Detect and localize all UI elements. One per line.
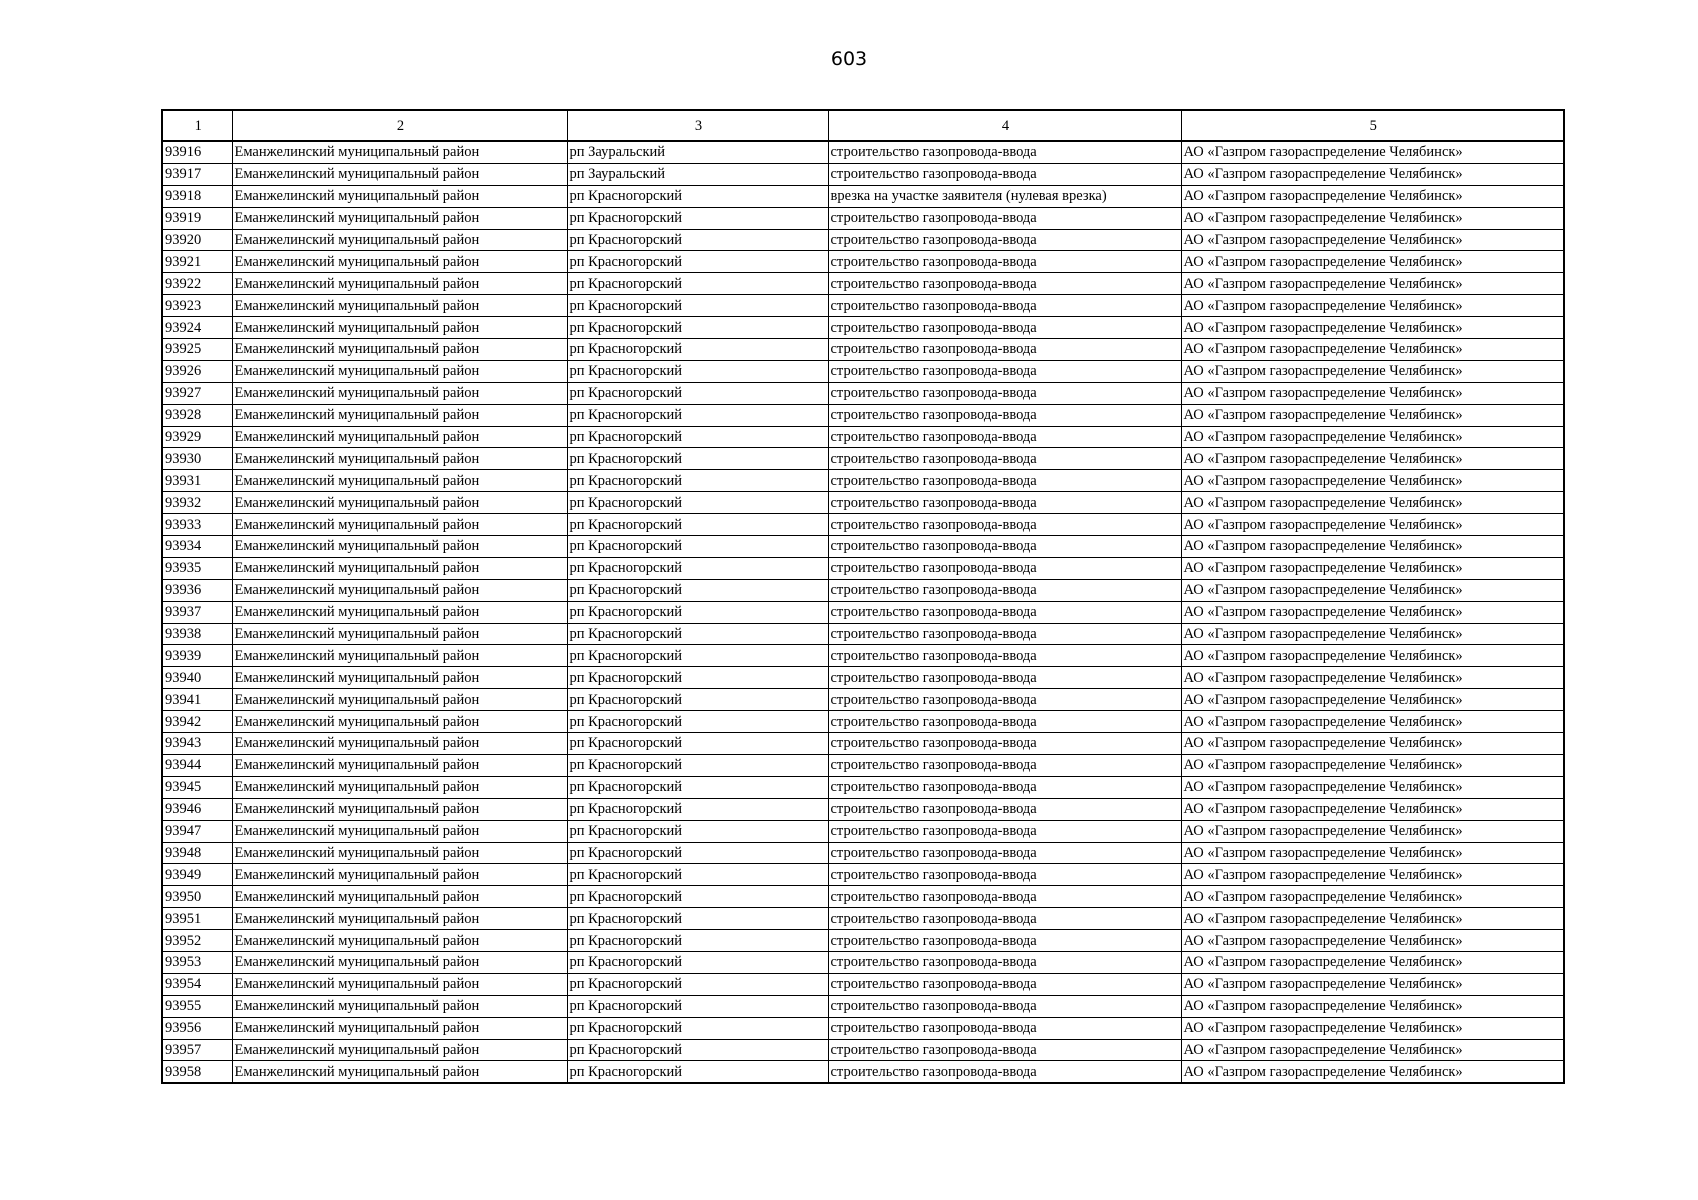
cell-work-type: строительство газопровода-ввода	[828, 1017, 1181, 1039]
cell-organization: АО «Газпром газораспределение Челябинск»	[1181, 579, 1564, 601]
cell-organization: АО «Газпром газораспределение Челябинск»	[1181, 295, 1564, 317]
cell-settlement: рп Красногорский	[567, 557, 828, 579]
cell-municipality: Еманжелинский муниципальный район	[232, 382, 567, 404]
cell-number: 93944	[162, 754, 232, 776]
cell-municipality: Еманжелинский муниципальный район	[232, 973, 567, 995]
cell-settlement: рп Красногорский	[567, 470, 828, 492]
cell-settlement: рп Красногорский	[567, 864, 828, 886]
cell-municipality: Еманжелинский муниципальный район	[232, 141, 567, 163]
cell-organization: АО «Газпром газораспределение Челябинск»	[1181, 360, 1564, 382]
cell-work-type: строительство газопровода-ввода	[828, 360, 1181, 382]
cell-municipality: Еманжелинский муниципальный район	[232, 404, 567, 426]
cell-settlement: рп Красногорский	[567, 886, 828, 908]
cell-organization: АО «Газпром газораспределение Челябинск»	[1181, 951, 1564, 973]
cell-number: 93937	[162, 601, 232, 623]
cell-organization: АО «Газпром газораспределение Челябинск»	[1181, 339, 1564, 361]
cell-organization: АО «Газпром газораспределение Челябинск»	[1181, 776, 1564, 798]
header-cell-number: 1	[162, 110, 232, 141]
table-row	[162, 908, 1564, 930]
cell-organization: АО «Газпром газораспределение Челябинск»	[1181, 798, 1564, 820]
cell-work-type: строительство газопровода-ввода	[828, 339, 1181, 361]
cell-municipality: Еманжелинский муниципальный район	[232, 995, 567, 1017]
cell-municipality: Еманжелинский муниципальный район	[232, 908, 567, 930]
cell-number: 93940	[162, 667, 232, 689]
cell-settlement: рп Красногорский	[567, 754, 828, 776]
table-row	[162, 382, 1564, 404]
cell-settlement: рп Красногорский	[567, 1061, 828, 1083]
cell-work-type: строительство газопровода-ввода	[828, 426, 1181, 448]
cell-settlement: рп Красногорский	[567, 623, 828, 645]
cell-work-type: строительство газопровода-ввода	[828, 514, 1181, 536]
registry-table	[161, 109, 1565, 1084]
cell-number: 93923	[162, 295, 232, 317]
cell-number: 93951	[162, 908, 232, 930]
table-row	[162, 207, 1564, 229]
cell-settlement: рп Красногорский	[567, 842, 828, 864]
cell-number: 93926	[162, 360, 232, 382]
cell-work-type: строительство газопровода-ввода	[828, 711, 1181, 733]
cell-settlement: рп Красногорский	[567, 448, 828, 470]
header-cell-municipality: 2	[232, 110, 567, 141]
cell-work-type: строительство газопровода-ввода	[828, 470, 1181, 492]
cell-municipality: Еманжелинский муниципальный район	[232, 776, 567, 798]
header-row	[162, 110, 1564, 141]
cell-municipality: Еманжелинский муниципальный район	[232, 251, 567, 273]
cell-work-type: строительство газопровода-ввода	[828, 973, 1181, 995]
cell-settlement: рп Красногорский	[567, 317, 828, 339]
cell-work-type: строительство газопровода-ввода	[828, 317, 1181, 339]
cell-organization: АО «Газпром газораспределение Челябинск»	[1181, 448, 1564, 470]
cell-settlement: рп Красногорский	[567, 995, 828, 1017]
cell-number: 93950	[162, 886, 232, 908]
cell-settlement: рп Красногорский	[567, 514, 828, 536]
cell-municipality: Еманжелинский муниципальный район	[232, 317, 567, 339]
header-cell-work-type: 4	[828, 110, 1181, 141]
cell-number: 93954	[162, 973, 232, 995]
table-row	[162, 842, 1564, 864]
cell-settlement: рп Зауральский	[567, 141, 828, 163]
table-row	[162, 360, 1564, 382]
cell-settlement: рп Красногорский	[567, 404, 828, 426]
cell-number: 93922	[162, 273, 232, 295]
cell-municipality: Еманжелинский муниципальный район	[232, 733, 567, 755]
cell-work-type: строительство газопровода-ввода	[828, 295, 1181, 317]
cell-organization: АО «Газпром газораспределение Челябинск»	[1181, 1039, 1564, 1061]
cell-number: 93956	[162, 1017, 232, 1039]
cell-settlement: рп Красногорский	[567, 579, 828, 601]
cell-municipality: Еманжелинский муниципальный район	[232, 339, 567, 361]
table-row	[162, 536, 1564, 558]
table-row	[162, 623, 1564, 645]
cell-work-type: строительство газопровода-ввода	[828, 689, 1181, 711]
cell-municipality: Еманжелинский муниципальный район	[232, 689, 567, 711]
cell-organization: АО «Газпром газораспределение Челябинск»	[1181, 908, 1564, 930]
cell-organization: АО «Газпром газораспределение Челябинск»	[1181, 536, 1564, 558]
cell-organization: АО «Газпром газораспределение Челябинск»	[1181, 229, 1564, 251]
cell-settlement: рп Красногорский	[567, 951, 828, 973]
cell-settlement: рп Красногорский	[567, 930, 828, 952]
cell-work-type: строительство газопровода-ввода	[828, 864, 1181, 886]
table-row	[162, 667, 1564, 689]
table-row	[162, 689, 1564, 711]
cell-organization: АО «Газпром газораспределение Челябинск»	[1181, 711, 1564, 733]
table-row	[162, 995, 1564, 1017]
cell-municipality: Еманжелинский муниципальный район	[232, 951, 567, 973]
cell-organization: АО «Газпром газораспределение Челябинск»	[1181, 404, 1564, 426]
cell-organization: АО «Газпром газораспределение Челябинск»	[1181, 995, 1564, 1017]
table-row	[162, 886, 1564, 908]
table-row	[162, 798, 1564, 820]
cell-organization: АО «Газпром газораспределение Челябинск»	[1181, 930, 1564, 952]
table-row	[162, 229, 1564, 251]
cell-settlement: рп Красногорский	[567, 1017, 828, 1039]
cell-number: 93916	[162, 141, 232, 163]
cell-work-type: строительство газопровода-ввода	[828, 995, 1181, 1017]
cell-municipality: Еманжелинский муниципальный район	[232, 930, 567, 952]
cell-organization: АО «Газпром газораспределение Челябинск»	[1181, 273, 1564, 295]
cell-number: 93942	[162, 711, 232, 733]
cell-work-type: строительство газопровода-ввода	[828, 448, 1181, 470]
cell-municipality: Еманжелинский муниципальный район	[232, 207, 567, 229]
cell-organization: АО «Газпром газораспределение Челябинск»	[1181, 382, 1564, 404]
table-row	[162, 776, 1564, 798]
table-row	[162, 973, 1564, 995]
cell-settlement: рп Красногорский	[567, 360, 828, 382]
cell-work-type: строительство газопровода-ввода	[828, 557, 1181, 579]
cell-number: 93947	[162, 820, 232, 842]
cell-settlement: рп Красногорский	[567, 667, 828, 689]
cell-municipality: Еманжелинский муниципальный район	[232, 820, 567, 842]
cell-number: 93953	[162, 951, 232, 973]
table-row	[162, 601, 1564, 623]
cell-organization: АО «Газпром газораспределение Челябинск»	[1181, 601, 1564, 623]
cell-number: 93929	[162, 426, 232, 448]
cell-municipality: Еманжелинский муниципальный район	[232, 754, 567, 776]
cell-municipality: Еманжелинский муниципальный район	[232, 886, 567, 908]
cell-municipality: Еманжелинский муниципальный район	[232, 163, 567, 185]
cell-municipality: Еманжелинский муниципальный район	[232, 1039, 567, 1061]
cell-municipality: Еманжелинский муниципальный район	[232, 623, 567, 645]
cell-work-type: строительство газопровода-ввода	[828, 754, 1181, 776]
cell-number: 93958	[162, 1061, 232, 1083]
cell-settlement: рп Красногорский	[567, 1039, 828, 1061]
cell-number: 93931	[162, 470, 232, 492]
cell-number: 93952	[162, 930, 232, 952]
table-body	[162, 141, 1564, 1083]
cell-settlement: рп Зауральский	[567, 163, 828, 185]
cell-work-type: строительство газопровода-ввода	[828, 930, 1181, 952]
table-row	[162, 930, 1564, 952]
cell-work-type: строительство газопровода-ввода	[828, 908, 1181, 930]
cell-number: 93941	[162, 689, 232, 711]
cell-municipality: Еманжелинский муниципальный район	[232, 426, 567, 448]
cell-number: 93930	[162, 448, 232, 470]
cell-municipality: Еманжелинский муниципальный район	[232, 295, 567, 317]
cell-settlement: рп Красногорский	[567, 733, 828, 755]
cell-settlement: рп Красногорский	[567, 229, 828, 251]
cell-organization: АО «Газпром газораспределение Челябинск»	[1181, 842, 1564, 864]
table-row	[162, 295, 1564, 317]
cell-municipality: Еманжелинский муниципальный район	[232, 667, 567, 689]
table-row	[162, 317, 1564, 339]
cell-organization: АО «Газпром газораспределение Челябинск»	[1181, 973, 1564, 995]
cell-organization: АО «Газпром газораспределение Челябинск»	[1181, 886, 1564, 908]
table-row	[162, 141, 1564, 163]
table-row	[162, 426, 1564, 448]
cell-settlement: рп Красногорский	[567, 536, 828, 558]
cell-settlement: рп Красногорский	[567, 207, 828, 229]
cell-number: 93938	[162, 623, 232, 645]
cell-municipality: Еманжелинский муниципальный район	[232, 579, 567, 601]
cell-work-type: строительство газопровода-ввода	[828, 382, 1181, 404]
cell-settlement: рп Красногорский	[567, 426, 828, 448]
cell-municipality: Еманжелинский муниципальный район	[232, 514, 567, 536]
cell-organization: АО «Газпром газораспределение Челябинск»	[1181, 514, 1564, 536]
cell-work-type: строительство газопровода-ввода	[828, 733, 1181, 755]
cell-work-type: строительство газопровода-ввода	[828, 229, 1181, 251]
cell-number: 93945	[162, 776, 232, 798]
cell-organization: АО «Газпром газораспределение Челябинск»	[1181, 733, 1564, 755]
cell-municipality: Еманжелинский муниципальный район	[232, 536, 567, 558]
cell-municipality: Еманжелинский муниципальный район	[232, 1017, 567, 1039]
cell-settlement: рп Красногорский	[567, 973, 828, 995]
cell-municipality: Еманжелинский муниципальный район	[232, 470, 567, 492]
cell-number: 93917	[162, 163, 232, 185]
cell-number: 93939	[162, 645, 232, 667]
cell-number: 93933	[162, 514, 232, 536]
cell-work-type: строительство газопровода-ввода	[828, 645, 1181, 667]
cell-work-type: строительство газопровода-ввода	[828, 623, 1181, 645]
cell-number: 93934	[162, 536, 232, 558]
cell-work-type: строительство газопровода-ввода	[828, 404, 1181, 426]
table-row	[162, 864, 1564, 886]
cell-work-type: строительство газопровода-ввода	[828, 842, 1181, 864]
cell-settlement: рп Красногорский	[567, 251, 828, 273]
cell-work-type: строительство газопровода-ввода	[828, 820, 1181, 842]
cell-municipality: Еманжелинский муниципальный район	[232, 185, 567, 207]
cell-organization: АО «Газпром газораспределение Челябинск»	[1181, 623, 1564, 645]
cell-municipality: Еманжелинский муниципальный район	[232, 273, 567, 295]
cell-organization: АО «Газпром газораспределение Челябинск»	[1181, 864, 1564, 886]
cell-settlement: рп Красногорский	[567, 295, 828, 317]
cell-organization: АО «Газпром газораспределение Челябинск»	[1181, 667, 1564, 689]
cell-municipality: Еманжелинский муниципальный район	[232, 1061, 567, 1083]
table-row	[162, 557, 1564, 579]
table-row	[162, 1017, 1564, 1039]
cell-work-type: строительство газопровода-ввода	[828, 601, 1181, 623]
cell-organization: АО «Газпром газораспределение Челябинск»	[1181, 645, 1564, 667]
table-row	[162, 514, 1564, 536]
cell-organization: АО «Газпром газораспределение Челябинск»	[1181, 820, 1564, 842]
cell-municipality: Еманжелинский муниципальный район	[232, 360, 567, 382]
cell-number: 93946	[162, 798, 232, 820]
cell-organization: АО «Газпром газораспределение Челябинск»	[1181, 492, 1564, 514]
cell-municipality: Еманжелинский муниципальный район	[232, 492, 567, 514]
cell-organization: АО «Газпром газораспределение Челябинск»	[1181, 689, 1564, 711]
cell-number: 93920	[162, 229, 232, 251]
cell-settlement: рп Красногорский	[567, 339, 828, 361]
cell-municipality: Еманжелинский муниципальный район	[232, 864, 567, 886]
cell-number: 93936	[162, 579, 232, 601]
table-row	[162, 185, 1564, 207]
cell-organization: АО «Газпром газораспределение Челябинск»	[1181, 1061, 1564, 1083]
cell-organization: АО «Газпром газораспределение Челябинск»	[1181, 426, 1564, 448]
cell-number: 93943	[162, 733, 232, 755]
table-row	[162, 579, 1564, 601]
cell-settlement: рп Красногорский	[567, 776, 828, 798]
cell-organization: АО «Газпром газораспределение Челябинск»	[1181, 317, 1564, 339]
cell-work-type: строительство газопровода-ввода	[828, 251, 1181, 273]
table-row	[162, 448, 1564, 470]
cell-organization: АО «Газпром газораспределение Челябинск»	[1181, 557, 1564, 579]
cell-work-type: строительство газопровода-ввода	[828, 579, 1181, 601]
cell-number: 93948	[162, 842, 232, 864]
cell-settlement: рп Красногорский	[567, 492, 828, 514]
cell-work-type: строительство газопровода-ввода	[828, 141, 1181, 163]
cell-work-type: строительство газопровода-ввода	[828, 1039, 1181, 1061]
cell-settlement: рп Красногорский	[567, 601, 828, 623]
table-row	[162, 711, 1564, 733]
cell-work-type: строительство газопровода-ввода	[828, 273, 1181, 295]
cell-settlement: рп Красногорский	[567, 711, 828, 733]
table-row	[162, 820, 1564, 842]
cell-work-type: строительство газопровода-ввода	[828, 1061, 1181, 1083]
table-row	[162, 1039, 1564, 1061]
table-row	[162, 163, 1564, 185]
cell-number: 93928	[162, 404, 232, 426]
cell-number: 93924	[162, 317, 232, 339]
cell-number: 93932	[162, 492, 232, 514]
cell-municipality: Еманжелинский муниципальный район	[232, 601, 567, 623]
page-number: 603	[830, 48, 868, 70]
cell-work-type: строительство газопровода-ввода	[828, 798, 1181, 820]
cell-number: 93927	[162, 382, 232, 404]
cell-number: 93925	[162, 339, 232, 361]
cell-settlement: рп Красногорский	[567, 820, 828, 842]
table-row	[162, 339, 1564, 361]
cell-organization: АО «Газпром газораспределение Челябинск»	[1181, 207, 1564, 229]
table-row	[162, 470, 1564, 492]
cell-number: 93918	[162, 185, 232, 207]
cell-municipality: Еманжелинский муниципальный район	[232, 645, 567, 667]
table-row	[162, 733, 1564, 755]
table-row	[162, 492, 1564, 514]
cell-work-type: строительство газопровода-ввода	[828, 536, 1181, 558]
table-header	[162, 110, 1564, 141]
cell-settlement: рп Красногорский	[567, 689, 828, 711]
cell-work-type: строительство газопровода-ввода	[828, 886, 1181, 908]
cell-work-type: врезка на участке заявителя (нулевая врезка)	[828, 185, 1181, 207]
cell-settlement: рп Красногорский	[567, 798, 828, 820]
cell-number: 93919	[162, 207, 232, 229]
table-row	[162, 404, 1564, 426]
table-row	[162, 1061, 1564, 1083]
cell-settlement: рп Красногорский	[567, 382, 828, 404]
cell-work-type: строительство газопровода-ввода	[828, 776, 1181, 798]
cell-organization: АО «Газпром газораспределение Челябинск»	[1181, 754, 1564, 776]
header-cell-organization: 5	[1181, 110, 1564, 141]
cell-work-type: строительство газопровода-ввода	[828, 163, 1181, 185]
cell-number: 93935	[162, 557, 232, 579]
cell-work-type: строительство газопровода-ввода	[828, 492, 1181, 514]
cell-number: 93955	[162, 995, 232, 1017]
cell-number: 93949	[162, 864, 232, 886]
table-row	[162, 251, 1564, 273]
cell-organization: АО «Газпром газораспределение Челябинск»	[1181, 251, 1564, 273]
table-row	[162, 754, 1564, 776]
cell-municipality: Еманжелинский муниципальный район	[232, 557, 567, 579]
cell-municipality: Еманжелинский муниципальный район	[232, 798, 567, 820]
cell-organization: АО «Газпром газораспределение Челябинск»	[1181, 1017, 1564, 1039]
cell-work-type: строительство газопровода-ввода	[828, 667, 1181, 689]
cell-organization: АО «Газпром газораспределение Челябинск»	[1181, 470, 1564, 492]
cell-organization: АО «Газпром газораспределение Челябинск»	[1181, 163, 1564, 185]
cell-municipality: Еманжелинский муниципальный район	[232, 842, 567, 864]
cell-municipality: Еманжелинский муниципальный район	[232, 448, 567, 470]
cell-settlement: рп Красногорский	[567, 908, 828, 930]
cell-number: 93957	[162, 1039, 232, 1061]
cell-settlement: рп Красногорский	[567, 273, 828, 295]
cell-organization: АО «Газпром газораспределение Челябинск»	[1181, 141, 1564, 163]
cell-settlement: рп Красногорский	[567, 645, 828, 667]
cell-settlement: рп Красногорский	[567, 185, 828, 207]
cell-municipality: Еманжелинский муниципальный район	[232, 229, 567, 251]
table-row	[162, 273, 1564, 295]
cell-number: 93921	[162, 251, 232, 273]
cell-work-type: строительство газопровода-ввода	[828, 207, 1181, 229]
table-row	[162, 645, 1564, 667]
cell-organization: АО «Газпром газораспределение Челябинск»	[1181, 185, 1564, 207]
header-cell-settlement: 3	[567, 110, 828, 141]
cell-municipality: Еманжелинский муниципальный район	[232, 711, 567, 733]
table-row	[162, 951, 1564, 973]
cell-work-type: строительство газопровода-ввода	[828, 951, 1181, 973]
